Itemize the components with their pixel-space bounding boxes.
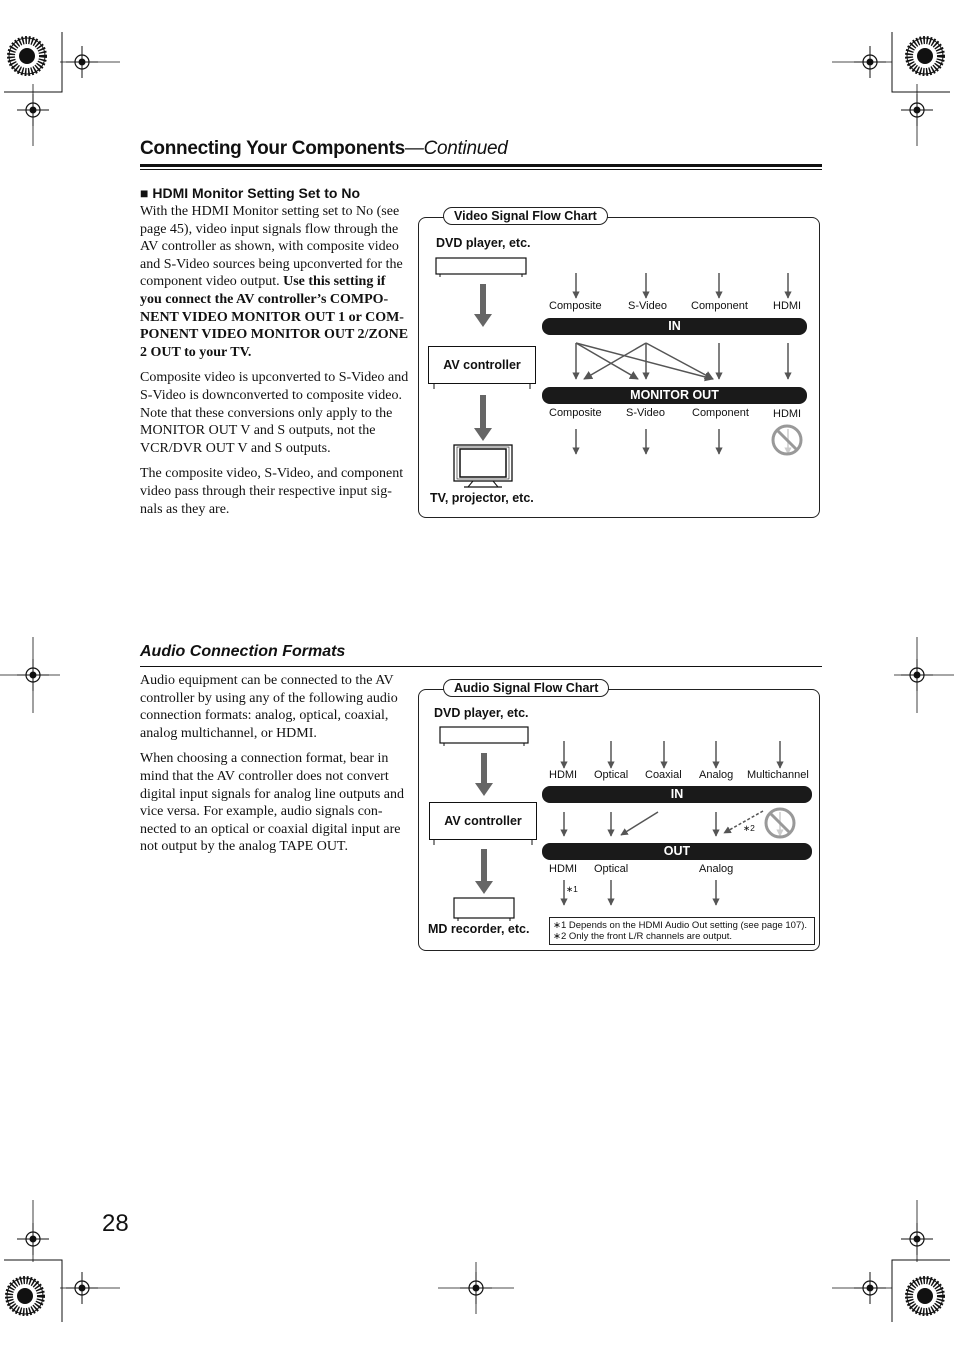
video-in-bar: IN (542, 318, 807, 335)
footnote-1: ∗1 Depends on the HDMI Audio Out setting (see page 107). (553, 920, 808, 931)
audio-input-coaxial: Coaxial (645, 769, 682, 781)
hdmi-section-heading (140, 185, 360, 201)
prohibited-icon (773, 426, 801, 454)
hdmi-para-1-normal: With the HDMI Monitor setting set to No (see page 45), video input signals flow through the AV controller as shown, with composite video and S-Video sources being upconverted for the component video output. (140, 204, 403, 290)
video-output-component: Component (692, 407, 749, 419)
audio-heading-rule (140, 666, 822, 667)
audio-input-hdmi: HDMI (549, 769, 578, 781)
dvd-player-device (436, 258, 526, 274)
video-input-component: Component (691, 300, 748, 312)
footnote-2: ∗2 Only the front L/R channels are output. (553, 931, 733, 942)
video-output-svideo: S-Video (626, 407, 665, 419)
audio-big-arrow-2 (475, 849, 493, 894)
audio-input-multichannel: Multichannel (747, 769, 809, 781)
audio-prohibited-icon (766, 809, 794, 837)
page-title (140, 138, 508, 160)
audio-input-arrows (564, 741, 780, 768)
video-output-arrows (576, 429, 788, 454)
audio-out-bar: OUT (542, 843, 812, 860)
audio-in-bar: IN (542, 786, 812, 803)
title-continued: —Continued (404, 138, 508, 159)
video-big-arrow-1 (474, 284, 492, 327)
video-av-controller-box: AV controller (428, 346, 536, 384)
audio-para-1: Audio equipment can be connected to the AV controller by using any of the following audio connection formats: analog, optical, coaxial, analog multichannel, or HDMI. (140, 673, 398, 741)
hdmi-heading-text: HDMI Monitor Setting Set to No (152, 185, 361, 201)
video-destination-label: TV, projector, etc. (430, 491, 534, 505)
audio-chart-tag: Audio Signal Flow Chart (443, 679, 609, 697)
audio-source-label: DVD player, etc. (434, 706, 529, 720)
hdmi-para-3: The composite video, S-Video, and component video pass through their respective input sig-nals as they are. (140, 466, 404, 517)
audio-output-arrows (564, 880, 716, 905)
video-source-label: DVD player, etc. (436, 236, 531, 250)
square-bullet-icon: ■ (140, 185, 153, 201)
audio-note-ref-2: ∗2 (743, 823, 755, 833)
video-input-svideo: S-Video (628, 300, 667, 312)
hdmi-para-1-bold: Use this setting if you connect the AV controller’s COMPO-NENT VIDEO MONITOR OUT 1 or COM-PONENT VIDEO MONITOR OUT 2/ZONE 2 OUT to your TV. (140, 274, 409, 360)
video-monitor-out-bar: MONITOR OUT (542, 387, 807, 404)
hdmi-para-2: Composite video is upconverted to S-Video and S-Video is downconverted to composite video. Note that these conversions only apply to the MONITOR OUT V and S outputs, not the VCR/DVR OUT V and S outputs. (140, 370, 409, 456)
video-chart-tag: Video Signal Flow Chart (443, 207, 608, 225)
page-number: 28 (102, 1210, 129, 1237)
md-recorder-device (454, 898, 514, 921)
video-output-composite: Composite (549, 407, 602, 419)
audio-big-arrow-1 (475, 753, 493, 796)
video-output-hdmi: HDMI (773, 408, 802, 420)
video-input-composite: Composite (549, 300, 602, 312)
audio-dvd-player-device (440, 727, 528, 743)
audio-footnotes (549, 917, 815, 945)
hdmi-para-1 (140, 203, 410, 361)
audio-output-optical: Optical (594, 863, 629, 875)
hdmi-section-body (140, 203, 410, 526)
audio-input-optical: Optical (594, 769, 629, 781)
audio-input-analog: Analog (699, 769, 734, 781)
audio-para-2: When choosing a connection format, bear in mind that the AV controller does not convert digital input signals for analog line outputs and vice versa. For example, audio signals con-nected to an optical or coaxial digital input are not output by the analog TAPE OUT. (140, 751, 405, 855)
video-routing-arrows (576, 343, 788, 379)
audio-destination-label: MD recorder, etc. (428, 922, 530, 936)
title-rule-thin (140, 169, 822, 170)
audio-note-ref-1: ∗1 (566, 884, 578, 894)
audio-section-heading: Audio Connection Formats (140, 643, 346, 660)
video-big-arrow-2 (474, 395, 492, 441)
tv-icon (454, 445, 512, 487)
title-rule-thick (140, 164, 822, 167)
audio-av-controller-box: AV controller (429, 802, 537, 840)
audio-output-hdmi: HDMI (549, 863, 578, 875)
video-input-hdmi: HDMI (773, 300, 802, 312)
audio-section-body (140, 672, 410, 864)
video-input-arrows (576, 273, 788, 298)
audio-output-analog: Analog (699, 863, 734, 875)
title-main: Connecting Your Components (140, 138, 405, 159)
